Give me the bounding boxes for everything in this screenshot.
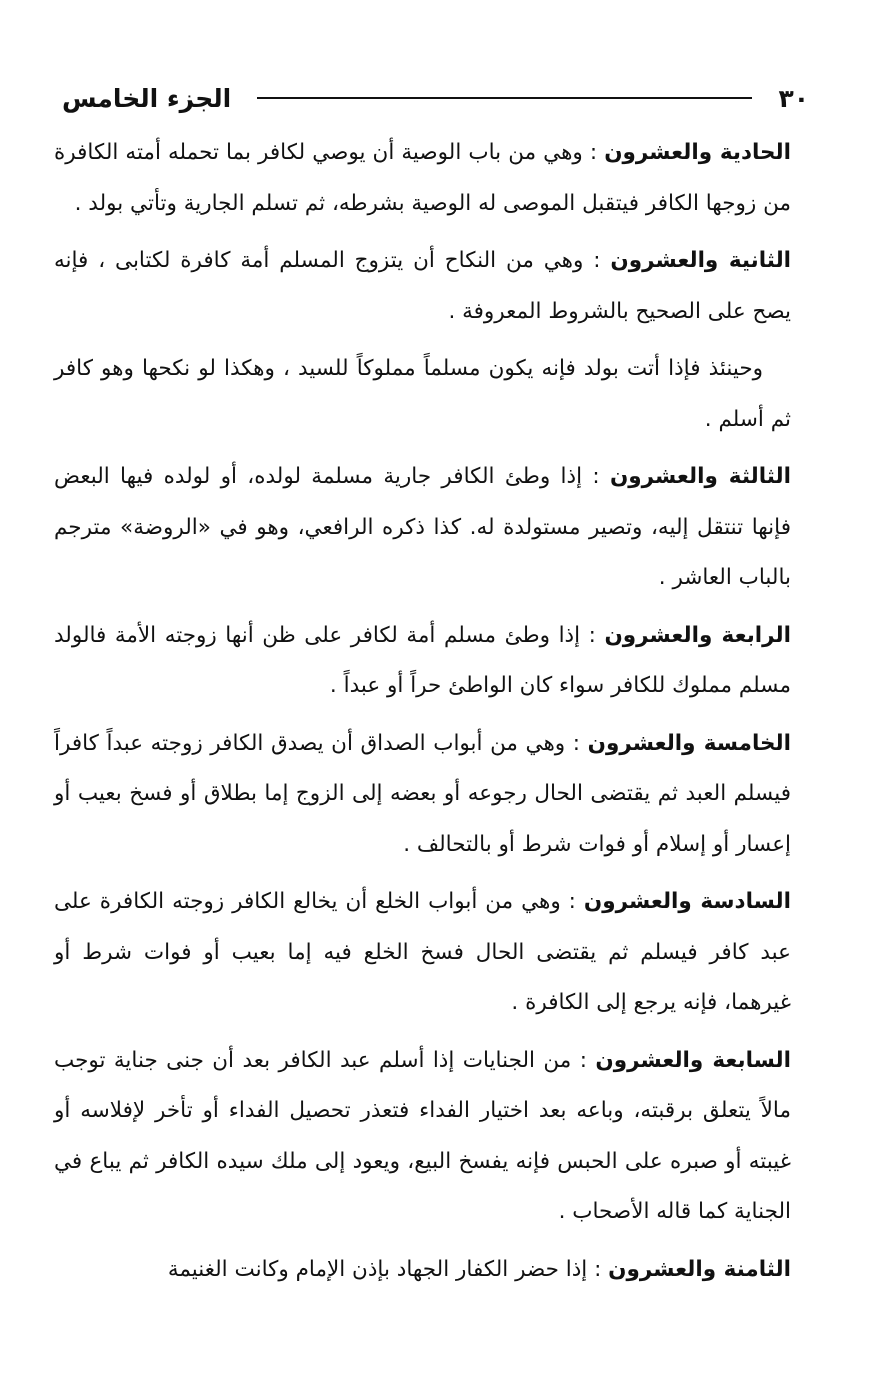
page-number: ٣٠ — [778, 83, 809, 113]
paragraph-lead: الثانية والعشرون — [610, 248, 792, 273]
paragraph-lead: السابعة والعشرون — [595, 1047, 791, 1073]
paragraph-28 — [54, 1245, 791, 1296]
paragraph-text: : وهي من أبواب الصداق أن يصدق الكافر زوجته عبداً كافراً فيسلم العبد ثم يقتضى الحال رجوعه أو بعضه إلى الزوج إما بطلاق أو فسخ بعيب أو إعسار أو إسلام أو فوات شرط أو بالتحالف . — [54, 730, 791, 857]
paragraph-lead: الثامنة والعشرون — [608, 1256, 791, 1282]
paragraph-text: : وهي من باب الوصية أن يوصي لكافر بما تحمله أمته الكافرة من زوجها الكافر فيتقبل الموصى له الوصية بشرطه، ثم تسلم الجارية وتأتي بولد . — [54, 140, 791, 216]
paragraph-21 — [54, 128, 791, 229]
paragraph-lead: الحادية والعشرون — [604, 140, 791, 165]
header-rule — [257, 97, 752, 99]
paragraph-text: : من الجنايات إذا أسلم عبد الكافر بعد أن جنى جناية توجب مالاً يتعلق برقبته، وباعه بعد اختيار الفداء فتعذر تحصيل الفداء أو تأخر لإفلاسه أو غيبته أو صبره على الحبس فإنه يفسخ البيع، ويعود إلى ملك سيده الكافر ثم يباع في الجناية كما قاله الأصحاب . — [54, 1047, 791, 1224]
paragraph-lead: الخامسة والعشرون — [587, 730, 791, 756]
paragraph-text: : إذا وطئ الكافر جارية مسلمة لولده، أو لولده فيها البعض فإنها تنتقل إليه، وتصير مستولدة له. كذا ذكره الرافعي، وهو في «الروضة» مترجم بالباب العاشر . — [54, 464, 791, 590]
paragraph-27 — [54, 1036, 791, 1238]
paragraph-continuation — [54, 344, 791, 445]
paragraph-24 — [54, 611, 791, 712]
paragraph-lead: الرابعة والعشرون — [604, 622, 791, 648]
paragraph-lead: الثالثة والعشرون — [609, 464, 791, 489]
paragraph-text: : إذا حضر الكفار الجهاد بإذن الإمام وكانت الغنيمة — [167, 1256, 602, 1282]
paragraph-26 — [54, 877, 791, 1029]
part-title: الجزء الخامس — [62, 83, 232, 113]
paragraph-text: : إذا وطئ مسلم أمة لكافر على ظن أنها زوجته الأمة فالولد مسلم مملوك للكافر سواء كان الواطئ حراً أو عبداً . — [54, 622, 791, 698]
paragraph-25 — [54, 719, 791, 871]
paragraph-23 — [54, 452, 791, 604]
paragraph-text: : وهي من أبواب الخلع أن يخالع الكافر زوجته الكافرة على عبد كافر فيسلم ثم يقتضى الحال فسخ الخلع فيه إما بعيب أو فوات شرط أو غيرهما، فإنه يرجع إلى الكافرة . — [54, 889, 791, 1015]
paragraph-text: : وهي من النكاح أن يتزوج المسلم أمة كافرة لكتابى ، فإنه يصح على الصحيح بالشروط المعروفة . — [54, 248, 791, 324]
paragraph-lead: السادسة والعشرون — [583, 889, 791, 914]
paragraph-22 — [54, 236, 791, 337]
body-text — [54, 128, 791, 1302]
paragraph-text: وحينئذ فإذا أتت بولد فإنه يكون مسلماً مملوكاً للسيد ، وهكذا لو نكحها وهو كافر ثم أسلم . — [54, 356, 791, 432]
running-header — [62, 78, 809, 118]
